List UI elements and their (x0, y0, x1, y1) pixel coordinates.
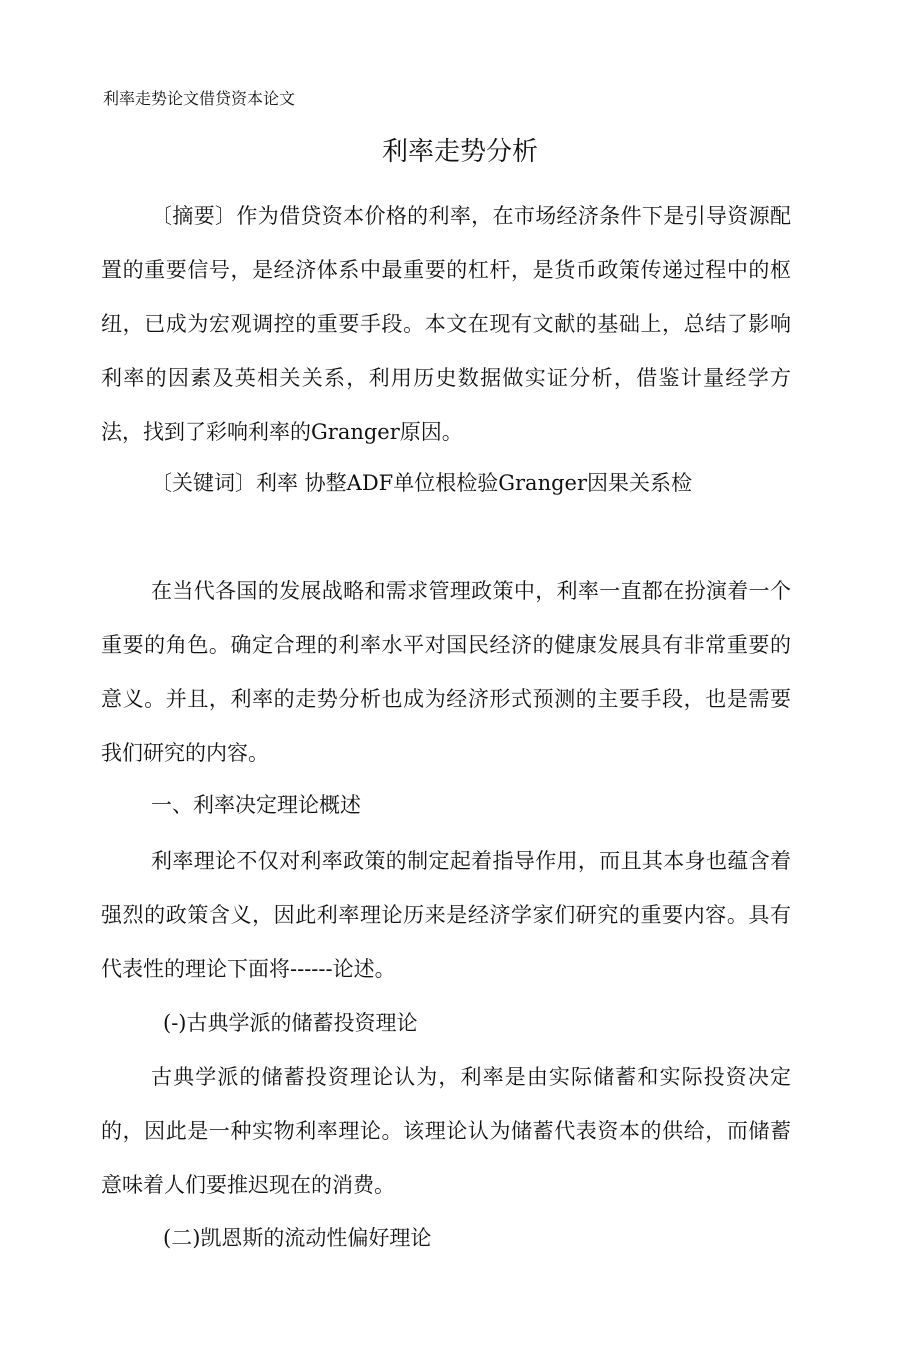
subsection-1-paragraph: 古典学派的储蓄投资理论认为，利率是由实际储蓄和实际投资决定的，因此是一种实物利率理论。该理论认为储蓄代表资本的供给，而储蓄意味着人们要推迟现在的消费。 (101, 1065, 791, 1197)
intro-paragraph: 在当代各国的发展战略和需求管理政策中，利率一直都在扮演着一个重要的角色。确定合理的利率水平对国民经济的健康发展具有非常重要的意义。并且，利率的走势分析也成为经济形式预测的主要手段，也是需要我们研究的内容。 (101, 579, 791, 765)
subsection-2-heading: (二)凯恩斯的流动性偏好理论 (163, 1226, 432, 1250)
keywords-line: 〔关键词〕利率 协整ADF单位根检验Granger因果关系检 (151, 471, 693, 495)
subsection-1-heading: (-)古典学派的储蓄投资理论 (163, 1011, 418, 1035)
section-1-paragraph: 利率理论不仅对利率政策的制定起着指导作用，而且其本身也蕴含着强烈的政策含义，因此利率理论历来是经济学家们研究的重要内容。具有代表性的理论下面将------论述。 (101, 849, 791, 981)
document-title: 利率走势分析 (381, 137, 538, 167)
running-header: 利率走势论文借贷资本论文 (103, 89, 296, 108)
abstract-paragraph: 〔摘要〕作为借贷资本价格的利率，在市场经济条件下是引导资源配置的重要信号，是经济体系中最重要的杠杆，是货币政策传递过程中的枢纽，已成为宏观调控的重要手段。本文在现有文献的基础上，总结了影响利率的因素及英相关关系，利用历史数据做实证分析，借鉴计量经学方法，找到了彩响利率的Granger原因。 (101, 204, 791, 444)
section-1-heading: 一、利率决定理论概述 (151, 793, 361, 817)
